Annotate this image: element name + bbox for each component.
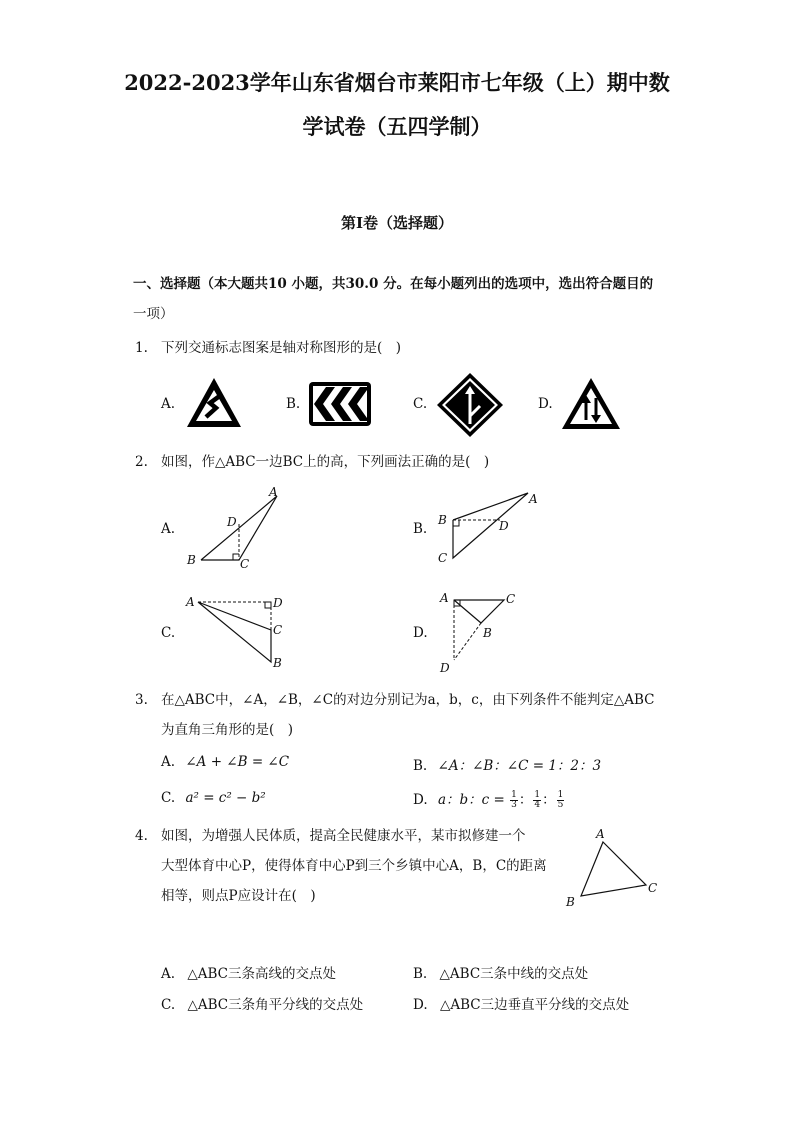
q4-text-line2: 大型体育中心P，使得体育中心P到三个乡镇中心A，B，C的距离 <box>161 858 547 874</box>
q1-sign-d-icon <box>560 376 622 432</box>
q4-option-b-text: △ABC三条中线的交点处 <box>439 966 589 982</box>
q3-option-d-fraction-3: $\frac{1}{5}$ <box>557 790 564 810</box>
q4-option-d-label: D. <box>413 997 428 1013</box>
vertex-label-c: C <box>506 592 516 606</box>
q4-text-line3: 相等，则点P应设计在( ) <box>161 888 316 904</box>
q3-option-a <box>161 754 289 770</box>
q4-option-c-text: △ABC三条角平分线的交点处 <box>187 997 364 1013</box>
q2-number: 2. <box>135 454 148 470</box>
q2-figure-b <box>434 488 544 568</box>
vertex-label-b: B <box>566 895 575 909</box>
q3-option-d-fraction-1: $\frac{1}{3}$ <box>511 790 517 810</box>
q4-option-d <box>413 993 629 1013</box>
vertex-label-a: A <box>529 492 538 506</box>
part-heading-line2: 一项） <box>133 306 174 322</box>
part-heading-line1: 一、选择题（本大题共10 小题，共30.0 分。在每小题列出的选项中，选出符合题目的 <box>133 276 654 292</box>
vertex-label-d: D <box>227 515 237 529</box>
q4-option-c-label: C. <box>161 997 176 1013</box>
vertex-label-b: B <box>438 513 447 527</box>
q2-figure-c <box>184 592 290 672</box>
vertex-label-c: C <box>438 551 448 565</box>
q3-option-a-text: ∠A + ∠B = ∠C <box>185 754 290 770</box>
q3-option-c-label: C. <box>161 790 176 806</box>
vertex-label-c: C <box>273 623 283 637</box>
q2-option-b-label: B. <box>413 521 428 537</box>
q3-option-d: D. a：b：c = $\frac{1}{3}$ ： $\frac{1}{4}$ ： $\frac{1}{5}$ <box>413 790 564 810</box>
vertex-label-d: D <box>499 519 509 533</box>
q1-option-d-label: D. <box>538 396 553 412</box>
q1-option-b-label: B. <box>286 396 301 412</box>
q4-option-b <box>413 962 588 982</box>
q1-sign-b-icon <box>308 381 372 427</box>
q2-text: 如图，作△ABC一边BC上的高，下列画法正确的是( ) <box>161 454 490 470</box>
vertex-label-b: B <box>483 626 492 640</box>
vertex-label-d: D <box>273 596 283 610</box>
q3-option-c-text: a² = c² − b² <box>185 790 266 806</box>
section-heading: 第I卷（选择题） <box>340 214 454 232</box>
q3-option-d-label: D. <box>413 792 428 808</box>
q4-option-c <box>161 993 363 1013</box>
q1-option-c-label: C. <box>413 396 428 412</box>
q3-text-line1: 在△ABC中，∠A，∠B，∠C的对边分别记为a，b，c，由下列条件不能判定△ABC <box>161 692 655 708</box>
q1-number: 1. <box>135 340 148 356</box>
vertex-label-a: A <box>186 595 195 609</box>
q3-number: 3. <box>135 692 148 708</box>
q4-option-a <box>161 962 336 982</box>
q3-option-b <box>413 754 601 774</box>
q4-option-a-text: △ABC三条高线的交点处 <box>187 966 336 982</box>
vertex-label-a: A <box>596 827 605 841</box>
q3-option-b-text: ∠A：∠B：∠C = 1：2：3 <box>437 758 602 774</box>
q1-sign-c-icon <box>436 372 504 438</box>
q4-option-b-label: B. <box>413 966 428 982</box>
q2-figure-a <box>183 484 283 570</box>
vertex-label-a: A <box>440 591 449 605</box>
q3-option-b-label: B. <box>413 758 428 774</box>
q1-text: 下列交通标志图案是轴对称图形的是( ) <box>161 340 402 356</box>
q2-figure-d <box>436 588 526 676</box>
vertex-label-c: C <box>240 557 250 570</box>
q4-text-line1: 如图，为增强人民体质，提高全民健康水平，某市拟修建一个 <box>161 828 526 844</box>
q3-option-a-label: A. <box>161 754 176 770</box>
q4-option-a-label: A. <box>161 966 176 982</box>
q1-sign-a-icon <box>184 375 244 431</box>
q4-option-d-text: △ABC三边垂直平分线的交点处 <box>439 997 630 1013</box>
q3-option-d-text: a：b：c = <box>437 792 505 808</box>
q2-option-a-label: A. <box>161 521 176 537</box>
q2-option-d-label: D. <box>413 625 428 641</box>
vertex-label-b: B <box>273 656 282 670</box>
q1-option-a-label: A. <box>161 396 176 412</box>
page-title-line1: 2022-2023学年山东省烟台市莱阳市七年级（上）期中数 <box>124 70 670 95</box>
vertex-label-d: D <box>440 661 450 675</box>
vertex-label-a: A <box>269 485 278 499</box>
q4-number: 4. <box>135 828 148 844</box>
page-title-line2: 学试卷（五四学制） <box>302 114 492 139</box>
q3-text-line2: 为直角三角形的是( ) <box>161 722 294 738</box>
q3-option-d-fraction-2: $\frac{1}{4}$ <box>534 790 541 810</box>
vertex-label-b: B <box>187 553 196 567</box>
vertex-label-c: C <box>648 881 658 895</box>
q4-triangle-figure <box>560 822 664 912</box>
q2-option-c-label: C. <box>161 625 176 641</box>
q3-option-c <box>161 790 266 806</box>
